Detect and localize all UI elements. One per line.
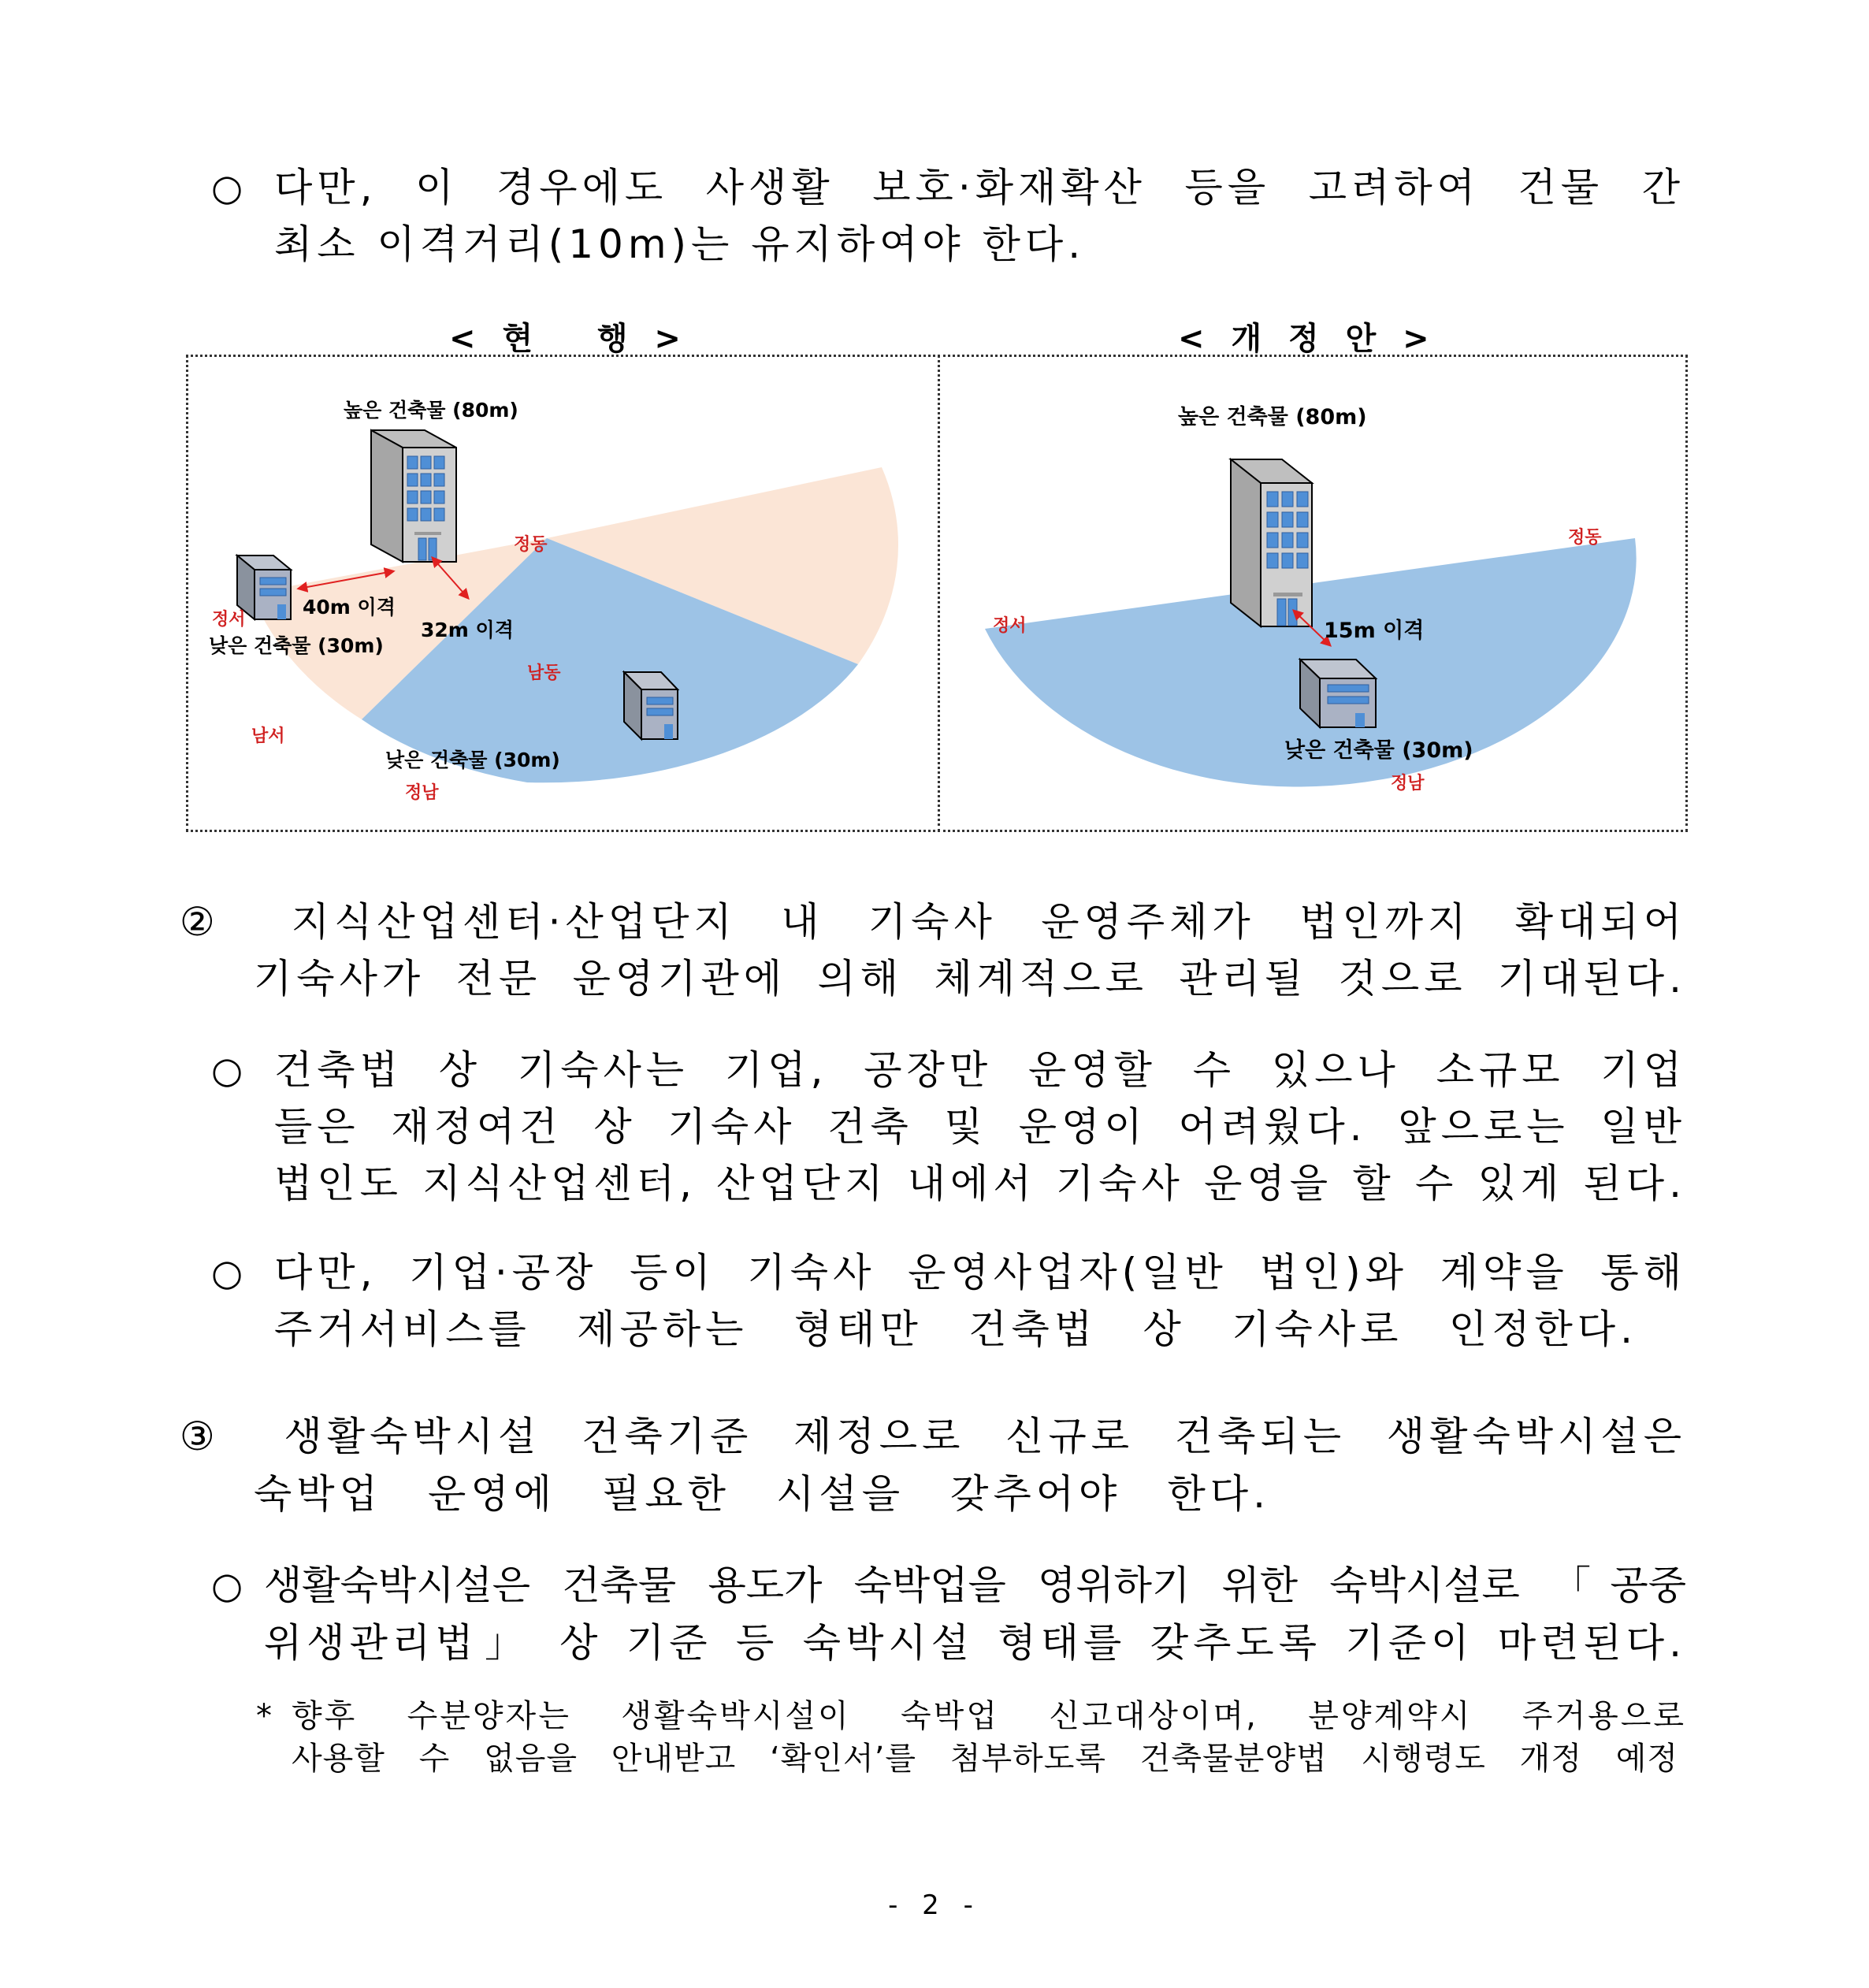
section3-bullet1-line-1: 생활숙박시설은 건축물 용도가 숙박업을 영위하기 위한 숙박시설로 「공중 xyxy=(264,1563,1686,1608)
section2-bullet2-line-1: 다만, 기업·공장 등이 기숙사 운영사업자(일반 법인)와 계약을 통해 xyxy=(274,1250,1686,1295)
section2-bullet1-line-2: 들은 재정여건 상 기숙사 건축 및 운영이 어려웠다. 앞으로는 일반 xyxy=(274,1104,1686,1150)
distance-label: 15m 이격 xyxy=(1324,619,1425,643)
intro-line-2: 최소 이격거리(10m)는 유지하여야 한다. xyxy=(274,221,1086,267)
bullet-marker: ○ xyxy=(211,1251,243,1294)
revised-diagram-canvas xyxy=(938,357,1688,834)
low-building-south xyxy=(624,672,678,739)
low-building xyxy=(1300,660,1376,727)
revised-diagram-title: < 개 정 안 > xyxy=(1178,321,1437,357)
section3-bullet1-line-2: 위생관리법」 상 기준 등 숙박시설 형태를 갖추도록 기준이 마련된다. xyxy=(264,1620,1686,1666)
direction-west: 정서 xyxy=(993,616,1027,636)
section3-heading-line-2: 숙박업 운영에 필요한 시설을 갖추어야 한다. xyxy=(254,1471,1270,1517)
direction-east: 정동 xyxy=(514,535,548,555)
tall-building-label: 높은 건축물 (80m) xyxy=(1178,405,1367,429)
low-building-south-label: 낮은 건축물 (30m) xyxy=(385,749,560,771)
direction-southwest: 남서 xyxy=(251,726,285,746)
current-diagram xyxy=(186,355,940,832)
bullet-marker: ○ xyxy=(211,166,243,209)
distance-label-west: 40m 이격 xyxy=(303,596,396,619)
tall-building xyxy=(371,430,456,562)
low-building-west-label: 낮은 건축물 (30m) xyxy=(209,634,384,657)
section2-heading-line-1: ② 지식산업센터·산업단지 내 기숙사 운영주체가 법인까지 확대되어 xyxy=(180,899,1686,945)
distance-label-south: 32m 이격 xyxy=(421,619,514,641)
bullet-marker: ○ xyxy=(211,1564,243,1607)
section2-bullet2-line-2: 주거서비스를 제공하는 형태만 건축법 상 기숙사로 인정한다. xyxy=(274,1306,1637,1352)
low-building-label: 낮은 건축물 (30m) xyxy=(1284,738,1473,763)
intro-line-1: 다만, 이 경우에도 사생활 보호·화재확산 등을 고려하여 건물 간 xyxy=(274,165,1685,210)
section2-bullet1-line-1: 건축법 상 기숙사는 기업, 공장만 운영할 수 있으나 소규모 기업 xyxy=(274,1047,1686,1093)
direction-west: 정서 xyxy=(212,610,246,630)
section3-heading-line-1: ③ 생활숙박시설 건축기준 제정으로 신규로 건축되는 생활숙박시설은 xyxy=(180,1414,1686,1459)
note-marker: * xyxy=(256,1698,274,1734)
current-diagram-canvas xyxy=(188,357,942,834)
note-line-2: 사용할 수 없음을 안내받고 ‘확인서’를 첨부하도록 건축물분양법 시행령도 개정 예정 xyxy=(292,1741,1678,1777)
section2-bullet1-line-3: 법인도 지식산업센터, 산업단지 내에서 기숙사 운영을 할 수 있게 된다. xyxy=(274,1161,1686,1206)
revised-diagram xyxy=(938,355,1688,832)
tall-building-label: 높은 건축물 (80m) xyxy=(344,399,518,422)
note-line-1: 향후 수분양자는 생활숙박시설이 숙박업 신고대상이며, 분양계약시 주거용으로 xyxy=(292,1698,1686,1734)
bullet-marker: ○ xyxy=(211,1049,243,1091)
tall-building xyxy=(1231,459,1312,626)
direction-east: 정동 xyxy=(1568,528,1602,548)
section2-heading-line-2: 기숙사가 전문 운영기관에 의해 체계적으로 관리될 것으로 기대된다. xyxy=(254,956,1686,1001)
direction-south: 정남 xyxy=(405,783,439,803)
page-number: - 2 - xyxy=(888,1890,981,1921)
current-diagram-title: < 현 행 > xyxy=(449,321,689,357)
direction-south: 정남 xyxy=(1391,774,1425,793)
direction-southeast: 남동 xyxy=(527,663,561,683)
